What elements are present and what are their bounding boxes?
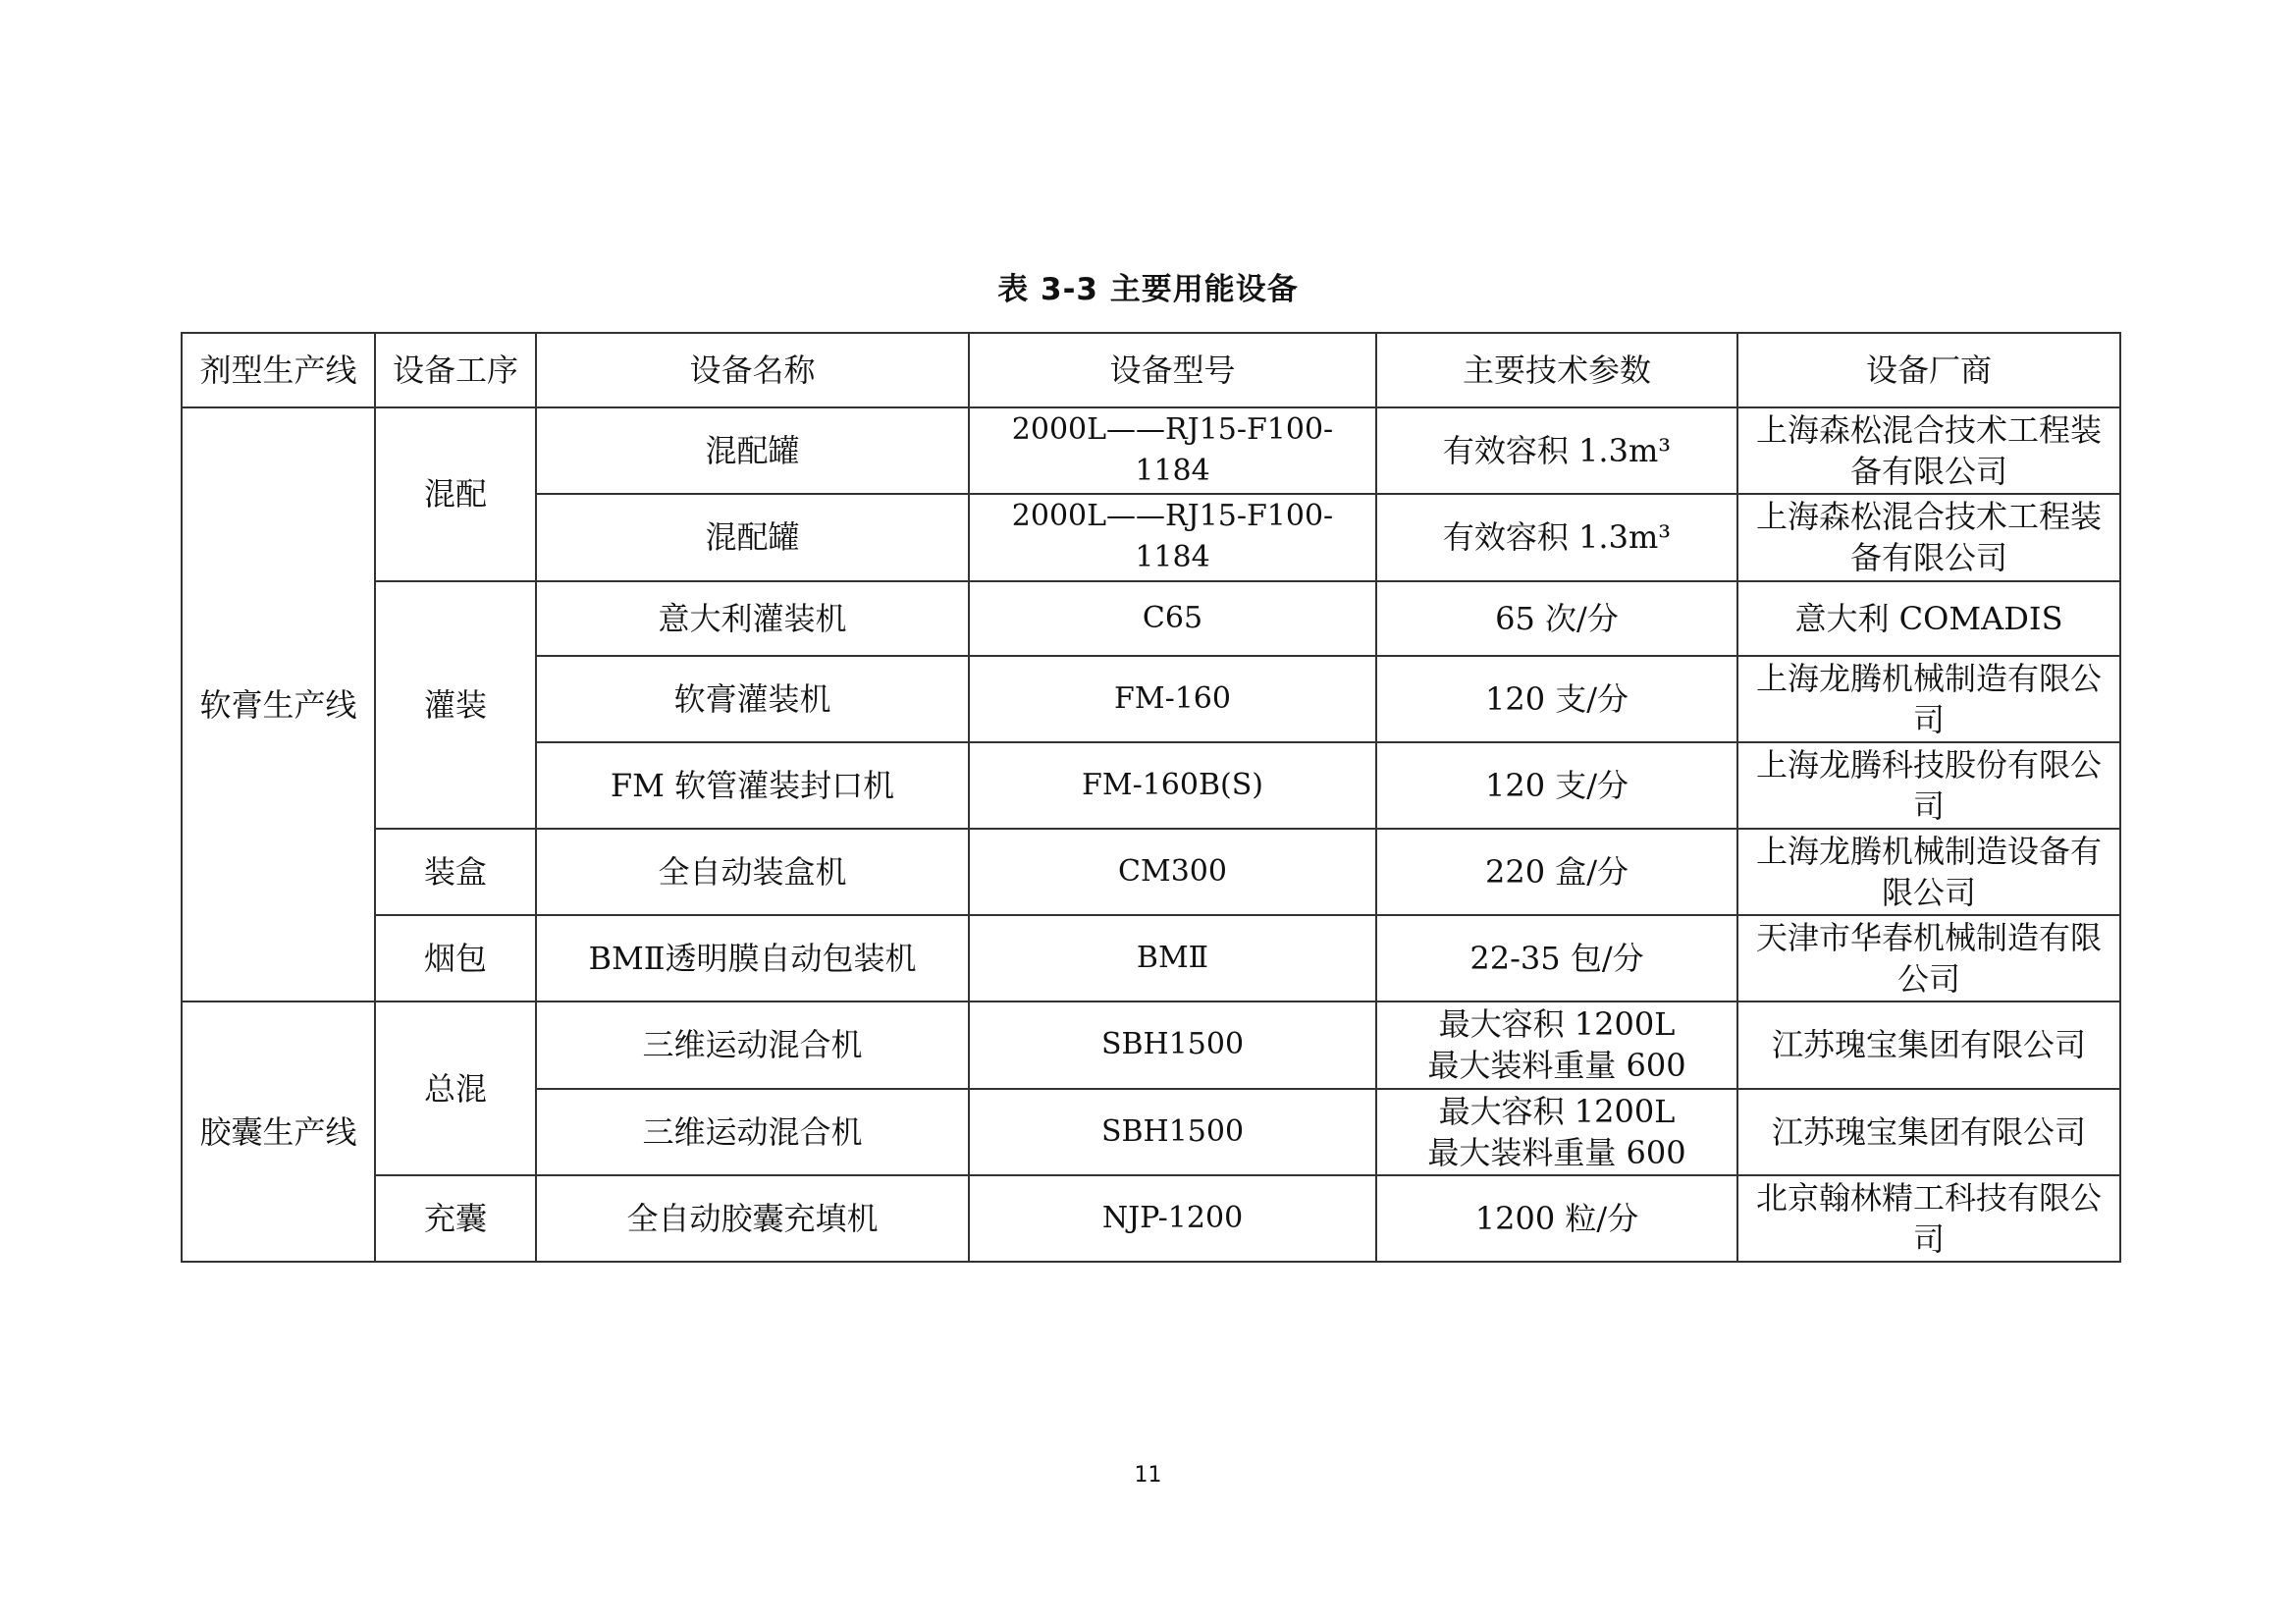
header-cell: 剂型生产线 <box>182 333 375 407</box>
equipment-maker-cell: 江苏瑰宝集团有限公司 <box>1737 1089 2120 1175</box>
equipment-name-cell: BMⅡ透明膜自动包装机 <box>536 915 969 1001</box>
equipment-maker-cell: 上海龙腾机械制造有限公司 <box>1737 656 2120 742</box>
equipment-param-cell: 有效容积 1.3m³ <box>1376 407 1737 494</box>
equipment-name-cell: 三维运动混合机 <box>536 1001 969 1088</box>
equipment-model-cell: 2000L——RJ15-F100-1184 <box>969 494 1376 580</box>
equipment-name-cell: 意大利灌装机 <box>536 581 969 656</box>
equipment-param-cell <box>1376 1001 1737 1088</box>
equipment-name-cell: FM 软管灌装封口机 <box>536 742 969 829</box>
equipment-model-cell: BMⅡ <box>969 915 1376 1001</box>
equipment-name-cell: 全自动胶囊充填机 <box>536 1175 969 1262</box>
equipment-maker-cell: 上海龙腾科技股份有限公司 <box>1737 742 2120 829</box>
equipment-model-cell: NJP-1200 <box>969 1175 1376 1262</box>
param-line: 最大装料重量 600 <box>1427 1047 1686 1085</box>
equipment-param-cell <box>1376 1089 1737 1175</box>
equipment-param-cell: 有效容积 1.3m³ <box>1376 494 1737 580</box>
equipment-maker-cell: 上海龙腾机械制造设备有限公司 <box>1737 829 2120 915</box>
table-row <box>182 1175 2120 1262</box>
table-row <box>182 829 2120 915</box>
equipment-name-cell: 混配罐 <box>536 494 969 580</box>
equipment-maker-cell: 上海森松混合技术工程装备有限公司 <box>1737 494 2120 580</box>
process-cell-filling: 灌装 <box>375 581 536 830</box>
equipment-maker-cell: 江苏瑰宝集团有限公司 <box>1737 1001 2120 1088</box>
equipment-name-cell: 混配罐 <box>536 407 969 494</box>
equipment-model-cell: SBH1500 <box>969 1089 1376 1175</box>
equipment-model-cell: 2000L——RJ15-F100-1184 <box>969 407 1376 494</box>
equipment-name-cell: 软膏灌装机 <box>536 656 969 742</box>
equipment-param-cell: 120 支/分 <box>1376 742 1737 829</box>
equipment-param-cell: 22-35 包/分 <box>1376 915 1737 1001</box>
equipment-table <box>181 332 2121 1263</box>
equipment-model-cell: C65 <box>969 581 1376 656</box>
process-cell-total-mixing: 总混 <box>375 1001 536 1174</box>
table-row <box>182 915 2120 1001</box>
equipment-model-cell: FM-160B(S) <box>969 742 1376 829</box>
table-row <box>182 1001 2120 1088</box>
equipment-param-cell: 1200 粒/分 <box>1376 1175 1737 1262</box>
group-cell-capsule: 胶囊生产线 <box>182 1001 375 1262</box>
table-row <box>182 407 2120 494</box>
equipment-param-cell: 120 支/分 <box>1376 656 1737 742</box>
header-cell: 设备工序 <box>375 333 536 407</box>
page-number: 11 <box>1134 1463 1162 1488</box>
equipment-name-cell: 全自动装盒机 <box>536 829 969 915</box>
table-header-row <box>182 333 2120 407</box>
equipment-model-cell: SBH1500 <box>969 1001 1376 1088</box>
group-cell-ointment: 软膏生产线 <box>182 407 375 1001</box>
table-row <box>182 581 2120 656</box>
param-line: 最大容积 1200L <box>1438 1092 1676 1130</box>
equipment-maker-cell: 天津市华春机械制造有限公司 <box>1737 915 2120 1001</box>
process-cell-wrapping: 烟包 <box>375 915 536 1001</box>
equipment-param-cell: 65 次/分 <box>1376 581 1737 656</box>
equipment-maker-cell: 意大利 COMADIS <box>1737 581 2120 656</box>
equipment-maker-cell: 北京翰林精工科技有限公司 <box>1737 1175 2120 1262</box>
header-cell: 设备厂商 <box>1737 333 2120 407</box>
equipment-param-cell: 220 盒/分 <box>1376 829 1737 915</box>
process-cell-capsule-filling: 充囊 <box>375 1175 536 1262</box>
header-cell: 主要技术参数 <box>1376 333 1737 407</box>
equipment-name-cell: 三维运动混合机 <box>536 1089 969 1175</box>
process-cell-boxing: 装盒 <box>375 829 536 915</box>
header-cell: 设备名称 <box>536 333 969 407</box>
equipment-model-cell: FM-160 <box>969 656 1376 742</box>
table-title: 表 3-3 主要用能设备 <box>997 272 1299 307</box>
header-cell: 设备型号 <box>969 333 1376 407</box>
param-line: 最大容积 1200L <box>1438 1005 1676 1044</box>
process-cell-mixing: 混配 <box>375 407 536 580</box>
equipment-model-cell: CM300 <box>969 829 1376 915</box>
param-line: 最大装料重量 600 <box>1427 1133 1686 1171</box>
equipment-maker-cell: 上海森松混合技术工程装备有限公司 <box>1737 407 2120 494</box>
